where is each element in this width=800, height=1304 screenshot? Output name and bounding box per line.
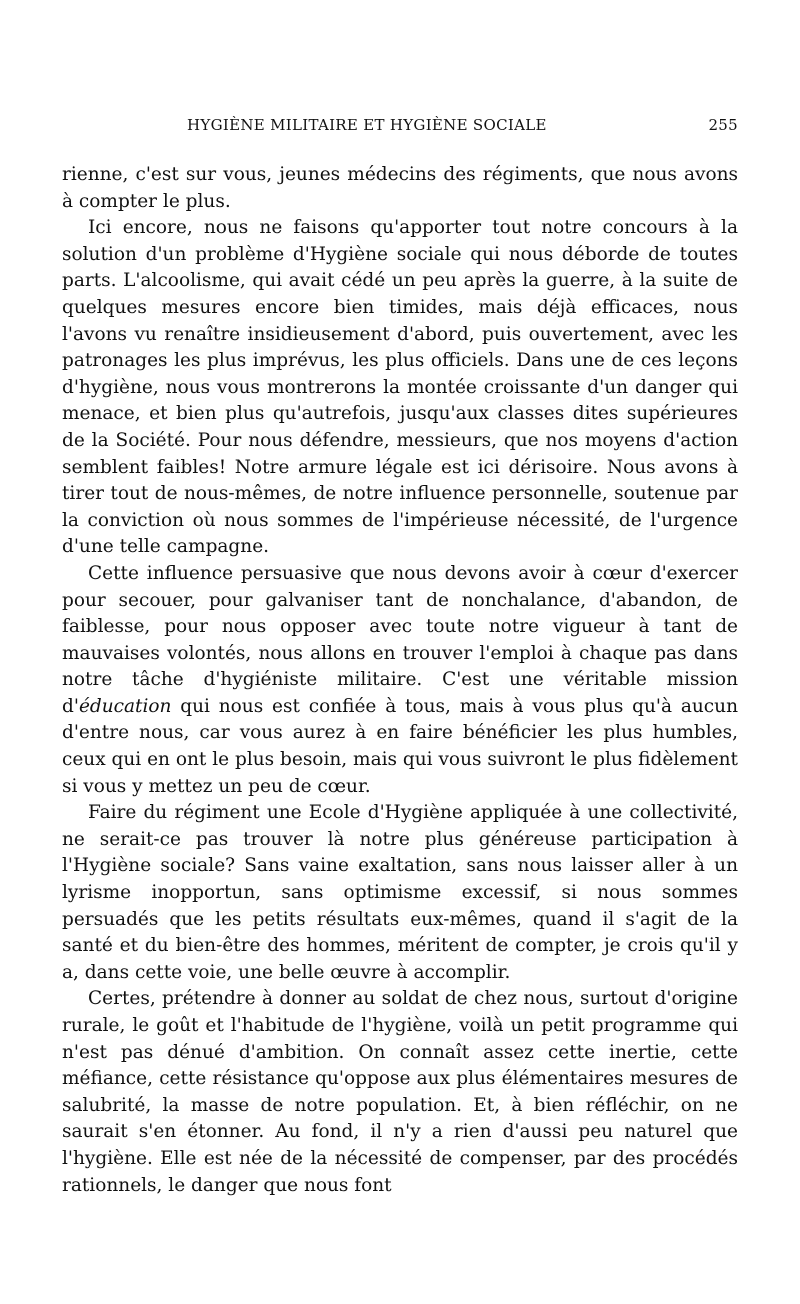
running-head: HYGIÈNE MILITAIRE ET HYGIÈNE SOCIALE bbox=[187, 116, 547, 134]
emphasized-word: éducation bbox=[78, 695, 172, 717]
paragraph-1: rienne, c'est sur vous, jeunes médecins des régiments, que nous avons à compter le plus. bbox=[62, 164, 738, 212]
paragraph-4: Faire du régiment une Ecole d'Hygiène appliquée à une collectivité, ne serait-ce pas trouver là notre plus généreuse participation à l'Hygiène sociale? Sans vaine exaltation, sans nous laisser aller à un lyrisme inopportun, sans optimisme excessif, si nous sommes persuadés que les petits résultats eux-mêmes, quand il s'agit de la santé et du bien-être des hommes, méritent de compter, je crois qu'il y a, dans cette voie, une belle œuvre à accomplir. bbox=[62, 802, 738, 983]
body-text bbox=[62, 162, 738, 1199]
page-header bbox=[62, 112, 738, 142]
paragraph-3 bbox=[62, 561, 738, 800]
page-number: 255 bbox=[708, 116, 738, 134]
paragraph-3-text-end: qui nous est confiée à tous, mais à vous plus qu'à aucun d'entre nous, car vous aurez à en faire bénéficier les plus humbles, ceux qui en ont le plus besoin, mais qui vous suivront le plus fidèlement si vous y mettez un peu de cœur. bbox=[62, 695, 738, 797]
paragraph-3-text-start: Cette influence persuasive que nous devons avoir à cœur d'exercer pour secouer, pour galvaniser tant de nonchalance, d'abandon, de faiblesse, pour nous opposer avec toute notre vigueur à tant de mauvaises volontés, nous allons en trouver l'emploi à chaque pas dans notre tâche d'hygiéniste militaire. C'est une véritable mission d' bbox=[62, 562, 738, 717]
book-page bbox=[62, 112, 738, 1199]
paragraph-2: Ici encore, nous ne faisons qu'apporter tout notre concours à la solution d'un problème d'Hygiène sociale qui nous déborde de toutes parts. L'alcoolisme, qui avait cédé un peu après la guerre, à la suite de quelques mesures encore bien timides, mais déjà efficaces, nous l'avons vu renaître insidieusement d'abord, puis ouvertement, avec les patronages les plus imprévus, les plus officiels. Dans une de ces leçons d'hygiène, nous vous montrerons la montée croissante d'un danger qui menace, et bien plus qu'autrefois, jusqu'aux classes dites supérieures de la Société. Pour nous défendre, messieurs, que nos moyens d'action semblent faibles! Notre armure légale est ici dérisoire. Nous avons à tirer tout de nous-mêmes, de notre influence personnelle, soutenue par la conviction où nous sommes de l'impérieuse nécessité, de l'urgence d'une telle campagne. bbox=[62, 217, 738, 558]
paragraph-5: Certes, prétendre à donner au soldat de chez nous, surtout d'origine rurale, le goût et l'habitude de l'hygiène, voilà un petit programme qui n'est pas dénué d'ambition. On connaît assez cette inertie, cette méfiance, cette résistance qu'oppose aux plus élémentaires mesures de salubrité, la masse de notre population. Et, à bien réfléchir, on ne saurait s'en étonner. Au fond, il n'y a rien d'aussi peu naturel que l'hygiène. Elle est née de la nécessité de compenser, par des procédés rationnels, le danger que nous font bbox=[62, 988, 738, 1196]
